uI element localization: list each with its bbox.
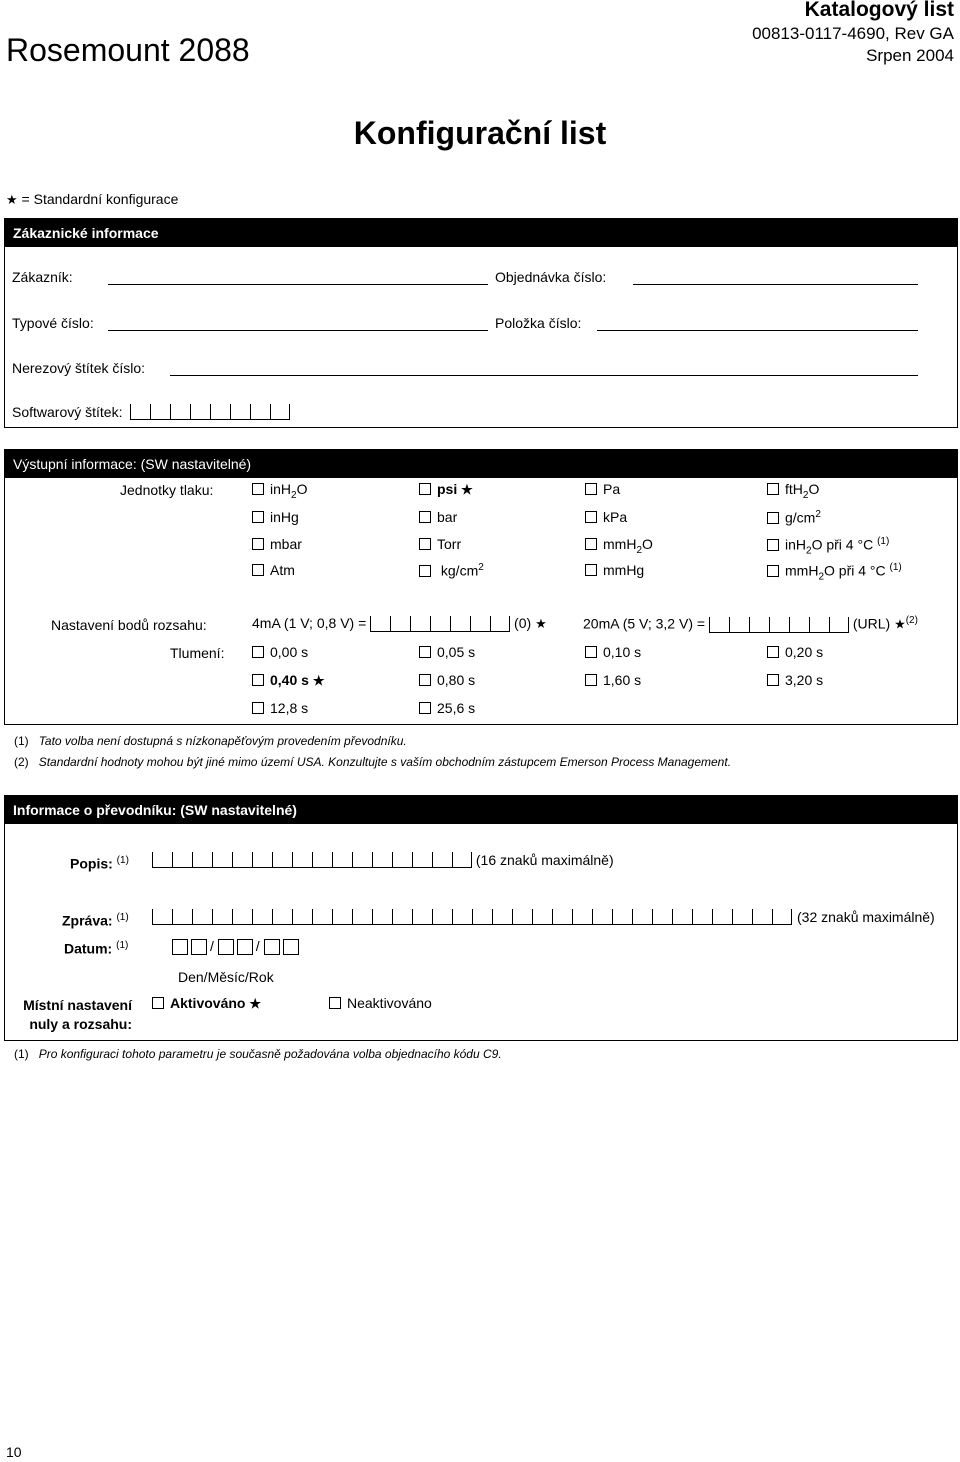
document-date: Srpen 2004 bbox=[866, 46, 954, 65]
checkbox-icon[interactable] bbox=[252, 646, 264, 658]
checkbox-icon[interactable] bbox=[585, 483, 597, 495]
unit-mmh2o[interactable]: mmH$_2$O bbox=[585, 536, 653, 556]
customer-field[interactable] bbox=[108, 284, 488, 285]
legend bbox=[6, 191, 178, 208]
model-field[interactable] bbox=[108, 330, 488, 331]
checkbox-icon[interactable] bbox=[419, 674, 431, 686]
order-label: Objednávka číslo: bbox=[495, 269, 607, 285]
footnote-c9: (1) Pro konfiguraci tohoto parametru je současně požadována volba objednacího kódu C9. bbox=[14, 1047, 502, 1061]
damping-256[interactable]: 25,6 s bbox=[419, 700, 475, 716]
tag-label: Nerezový štítek číslo: bbox=[12, 360, 146, 376]
checkbox-icon[interactable] bbox=[585, 646, 597, 658]
date-format: Den/Měsíc/Rok bbox=[178, 969, 274, 985]
customer-info-section bbox=[4, 218, 958, 428]
page-title: Konfigurační list bbox=[353, 115, 607, 151]
unit-pa[interactable]: Pa bbox=[585, 481, 620, 497]
order-field[interactable] bbox=[633, 284, 918, 285]
damping-040[interactable]: 0,40 s ★ bbox=[252, 672, 324, 689]
range-20ma-field[interactable] bbox=[709, 617, 849, 633]
model-label: Typové číslo: bbox=[12, 315, 94, 331]
checkbox-icon[interactable] bbox=[585, 674, 597, 686]
product-name: Rosemount 2088 bbox=[6, 32, 250, 68]
unit-mbar[interactable]: mbar bbox=[252, 536, 302, 552]
descriptor-note: (16 znaků maximálně) bbox=[475, 852, 614, 868]
document-number: 00813-0117-4690, Rev GA bbox=[752, 24, 954, 43]
checkbox-icon[interactable] bbox=[252, 674, 264, 686]
damping-label: Tlumení: bbox=[170, 645, 225, 661]
checkbox-icon[interactable] bbox=[419, 702, 431, 714]
checkbox-icon[interactable] bbox=[767, 483, 779, 495]
unit-kpa[interactable]: kPa bbox=[585, 509, 627, 525]
damping-005[interactable]: 0,05 s bbox=[419, 644, 475, 660]
unit-kgcm2[interactable]: $kg/cm^2$ bbox=[419, 562, 484, 579]
damping-010[interactable]: 0,10 s bbox=[585, 644, 641, 660]
checkbox-icon[interactable] bbox=[419, 538, 431, 550]
damping-020[interactable]: 0,20 s bbox=[767, 644, 823, 660]
damping-128[interactable]: 12,8 s bbox=[252, 700, 308, 716]
message-row bbox=[152, 909, 792, 925]
unit-inh2o[interactable]: inH$_2$O bbox=[252, 481, 307, 501]
legend-text: = Standardní konfigurace bbox=[21, 191, 179, 207]
range-20ma-label: 20mA (5 V; 3,2 V) = bbox=[583, 615, 706, 632]
unit-inhg[interactable]: inHg bbox=[252, 509, 299, 525]
damping-080[interactable]: 0,80 s bbox=[419, 672, 475, 688]
descriptor-field[interactable] bbox=[152, 852, 472, 868]
range-20ma-default: (URL) bbox=[852, 615, 891, 632]
checkbox-icon[interactable] bbox=[419, 646, 431, 658]
range-4ma-label: 4mA (1 V; 0,8 V) = bbox=[252, 615, 367, 631]
checkbox-icon[interactable] bbox=[767, 565, 779, 577]
range-4ma bbox=[252, 615, 547, 632]
zero-span-label: Místní nastavení nuly a rozsahu: bbox=[23, 997, 132, 1032]
message-field[interactable] bbox=[152, 909, 792, 925]
checkbox-icon[interactable] bbox=[252, 483, 264, 495]
checkbox-icon[interactable] bbox=[152, 997, 164, 1009]
damping-160[interactable]: 1,60 s bbox=[585, 672, 641, 688]
checkbox-icon[interactable] bbox=[767, 646, 779, 658]
checkbox-icon[interactable] bbox=[585, 564, 597, 576]
date-label: Datum: $^{(1)}$ bbox=[64, 940, 129, 957]
star-icon: ★ bbox=[312, 673, 325, 688]
unit-bar[interactable]: bar bbox=[419, 509, 457, 525]
checkbox-icon[interactable] bbox=[585, 538, 597, 550]
descriptor-label: Popis: $^{(1)}$ bbox=[70, 855, 129, 872]
unit-atm[interactable]: Atm bbox=[252, 562, 295, 578]
zero-span-enabled[interactable]: Aktivováno ★ bbox=[152, 995, 261, 1012]
sw-tag-label bbox=[12, 404, 290, 420]
checkbox-icon[interactable] bbox=[419, 511, 431, 523]
damping-320[interactable]: 3,20 s bbox=[767, 672, 823, 688]
checkbox-icon[interactable] bbox=[767, 674, 779, 686]
checkbox-icon[interactable] bbox=[252, 538, 264, 550]
unit-inh2o-4c[interactable]: inH$_2$O při 4 °C $^{(1)}$ bbox=[767, 536, 889, 556]
checkbox-icon[interactable] bbox=[419, 565, 431, 577]
unit-psi[interactable]: psi ★ bbox=[419, 481, 473, 498]
range-20ma: 20mA (5 V; 3,2 V) = (URL) ★$^{(2)}$ bbox=[583, 615, 918, 632]
message-note: (32 znaků maximálně) bbox=[797, 909, 935, 925]
range-4ma-field[interactable] bbox=[370, 616, 510, 632]
section-heading: Informace o převodníku: (SW nastavitelné) bbox=[5, 796, 957, 824]
unit-gcm2[interactable]: $g/cm^2$ bbox=[767, 509, 821, 526]
unit-fth2o[interactable]: ftH$_2$O bbox=[767, 481, 819, 501]
sw-tag-label-text: Softwarový štítek: bbox=[12, 404, 123, 420]
unit-mmh2o-4c[interactable]: mmH$_2$O při 4 °C $^{(1)}$ bbox=[767, 562, 902, 582]
footnote-1: (1) Tato volba není dostupná s nízkonapěťovým provedením převodníku. bbox=[14, 734, 407, 748]
message-label: Zpráva: $^{(1)}$ bbox=[62, 912, 129, 929]
descriptor-row bbox=[152, 852, 614, 868]
checkbox-icon[interactable] bbox=[252, 702, 264, 714]
unit-torr[interactable]: Torr bbox=[419, 536, 461, 552]
zero-span-disabled[interactable]: Neaktivováno bbox=[329, 995, 432, 1011]
star-icon: ★ bbox=[535, 616, 547, 631]
star-icon: ★ bbox=[894, 616, 906, 632]
range-4ma-default: (0) bbox=[514, 615, 532, 631]
customer-label: Zákazník: bbox=[12, 269, 73, 285]
checkbox-icon[interactable] bbox=[767, 512, 779, 524]
document-type: Katalogový list bbox=[804, 0, 954, 21]
checkbox-icon[interactable] bbox=[419, 483, 431, 495]
section-heading: Zákaznické informace bbox=[5, 219, 957, 247]
star-icon: ★ bbox=[249, 996, 262, 1011]
page-number: 10 bbox=[6, 1444, 22, 1460]
star-icon: ★ bbox=[6, 192, 18, 207]
checkbox-icon[interactable] bbox=[585, 511, 597, 523]
checkbox-icon[interactable] bbox=[252, 564, 264, 576]
checkbox-icon[interactable] bbox=[252, 511, 264, 523]
footnote-2: (2) Standardní hodnoty mohou být jiné mimo území USA. Konzultujte s vaším obchodním zástupcem Emerson Process Management. bbox=[14, 755, 732, 769]
tag-field[interactable] bbox=[170, 375, 918, 376]
star-icon: ★ bbox=[461, 482, 473, 497]
date-field[interactable]: / / bbox=[172, 938, 302, 955]
sw-tag-field[interactable] bbox=[130, 404, 290, 420]
item-field[interactable] bbox=[597, 330, 918, 331]
checkbox-icon[interactable] bbox=[329, 997, 341, 1009]
range-label: Nastavení bodů rozsahu: bbox=[51, 617, 207, 633]
damping-000[interactable]: 0,00 s bbox=[252, 644, 308, 660]
pressure-units-label: Jednotky tlaku: bbox=[120, 482, 214, 498]
unit-mmhg[interactable]: mmHg bbox=[585, 562, 644, 578]
section-heading: Výstupní informace: (SW nastavitelné) bbox=[5, 450, 957, 478]
checkbox-icon[interactable] bbox=[767, 539, 779, 551]
item-label: Položka číslo: bbox=[495, 315, 582, 331]
